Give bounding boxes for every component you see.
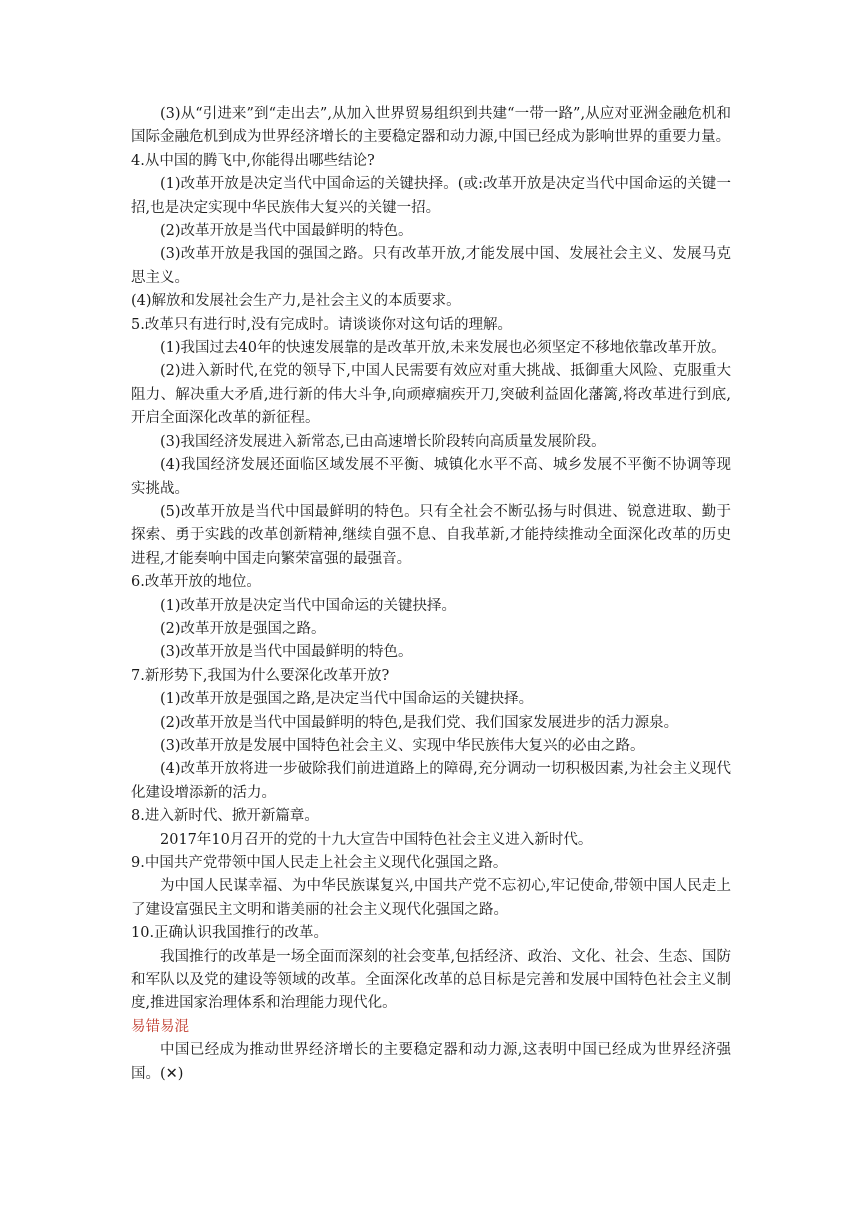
answer-5-5: (5)改革开放是当代中国最鲜明的特色。只有全社会不断弘扬与时俱进、锐意进取、勤于探索、勇于实践的改革创新精神,继续自强不息、自我革新,才能持续推动全面深化改革的历史进程,才能奏响中国走向繁荣富强的最强音。: [131, 503, 731, 567]
answer-6-2: (2)改革开放是强国之路。: [160, 620, 326, 637]
question-5-heading: 5.改革只有进行时,没有完成时。请谈谈你对这句话的理解。: [131, 316, 512, 333]
answer-5-4: (4)我国经济发展还面临区域发展不平衡、城镇化水平不高、城乡发展不平衡不协调等现实挑战。: [131, 457, 731, 497]
answer-5-2: (2)进入新时代,在党的领导下,中国人民需要有效应对重大挑战、抵御重大风险、克服重大阻力、解决重大矛盾,进行新的伟大斗争,向顽瘴痼疾开刀,突破利益固化藩篱,将改革进行到底,开启全面深化改革的新征程。: [131, 363, 731, 427]
question-8-heading: 8.进入新时代、掀开新篇章。: [131, 808, 319, 825]
answer-6-3: (3)改革开放是当代中国最鲜明的特色。: [160, 644, 413, 661]
question-7-heading: 7.新形势下,我国为什么要深化改革开放?: [131, 667, 390, 684]
answer-7-3: (3)改革开放是发展中国特色社会主义、实现中华民族伟大复兴的必由之路。: [160, 737, 645, 754]
question-4-heading: 4.从中国的腾飞中,你能得出哪些结论?: [131, 152, 375, 169]
question-10-heading: 10.正确认识我国推行的改革。: [131, 925, 329, 942]
answer-5-1: (1)我国过去40年的快速发展靠的是改革开放,未来发展也必须坚定不移地依靠改革开放。: [160, 340, 726, 357]
answer-4-2: (2)改革开放是当代中国最鲜明的特色。: [160, 223, 413, 240]
answer-7-2: (2)改革开放是当代中国最鲜明的特色,是我们党、我们国家发展进步的活力源泉。: [160, 714, 679, 731]
paragraph-1-3-conclusion: (3)从“引进来”到“走出去”,从加入世界贸易组织到共建“一带一路”,从应对亚洲金融危机和国际金融危机到成为世界经济增长的主要稳定器和动力源,中国已经成为影响世界的重要力量。: [131, 106, 731, 146]
answer-4-4: (4)解放和发展社会生产力,是社会主义的本质要求。: [131, 293, 461, 310]
answer-8: 2017年10月召开的党的十九大宣告中国特色社会主义进入新时代。: [160, 831, 593, 848]
answer-4-1: (1)改革开放是决定当代中国命运的关键抉择。(或:改革开放是决定当代中国命运的关键一招,也是决定实现中华民族伟大复兴的关键一招。: [131, 176, 731, 216]
answer-6-1: (1)改革开放是决定当代中国命运的关键抉择。: [160, 597, 457, 614]
document-page: [131, 103, 731, 1086]
question-9-heading: 9.中国共产党带领中国人民走上社会主义现代化强国之路。: [131, 855, 508, 871]
answer-7-4: (4)改革开放将进一步破除我们前进道路上的障碍,充分调动一切积极因素,为社会主义现代化建设增添新的活力。: [131, 761, 731, 801]
answer-10: 我国推行的改革是一场全面而深刻的社会变革,包括经济、政治、文化、社会、生态、国防和军队以及党的建设等领域的改革。全面深化改革的总目标是完善和发展中国特色社会主义制度,推进国家治理体系和治理能力现代化。: [131, 948, 731, 1012]
answer-4-3: (3)改革开放是我国的强国之路。只有改革开放,才能发展中国、发展社会主义、发展马克思主义。: [131, 246, 731, 286]
common-mistake-statement: 中国已经成为推动世界经济增长的主要稳定器和动力源,这表明中国已经成为世界经济强国。(✕): [131, 1042, 731, 1082]
question-6-heading: 6.改革开放的地位。: [131, 574, 261, 591]
answer-5-3: (3)我国经济发展进入新常态,已由高速增长阶段转向高质量发展阶段。: [160, 433, 606, 450]
common-mistakes-label: 易错易混: [131, 1018, 189, 1035]
answer-9: 为中国人民谋幸福、为中华民族谋复兴,中国共产党不忘初心,牢记使命,带领中国人民走上了建设富强民主文明和谐美丽的社会主义现代化强国之路。: [131, 878, 731, 918]
answer-7-1: (1)改革开放是强国之路,是决定当代中国命运的关键抉择。: [160, 691, 534, 708]
